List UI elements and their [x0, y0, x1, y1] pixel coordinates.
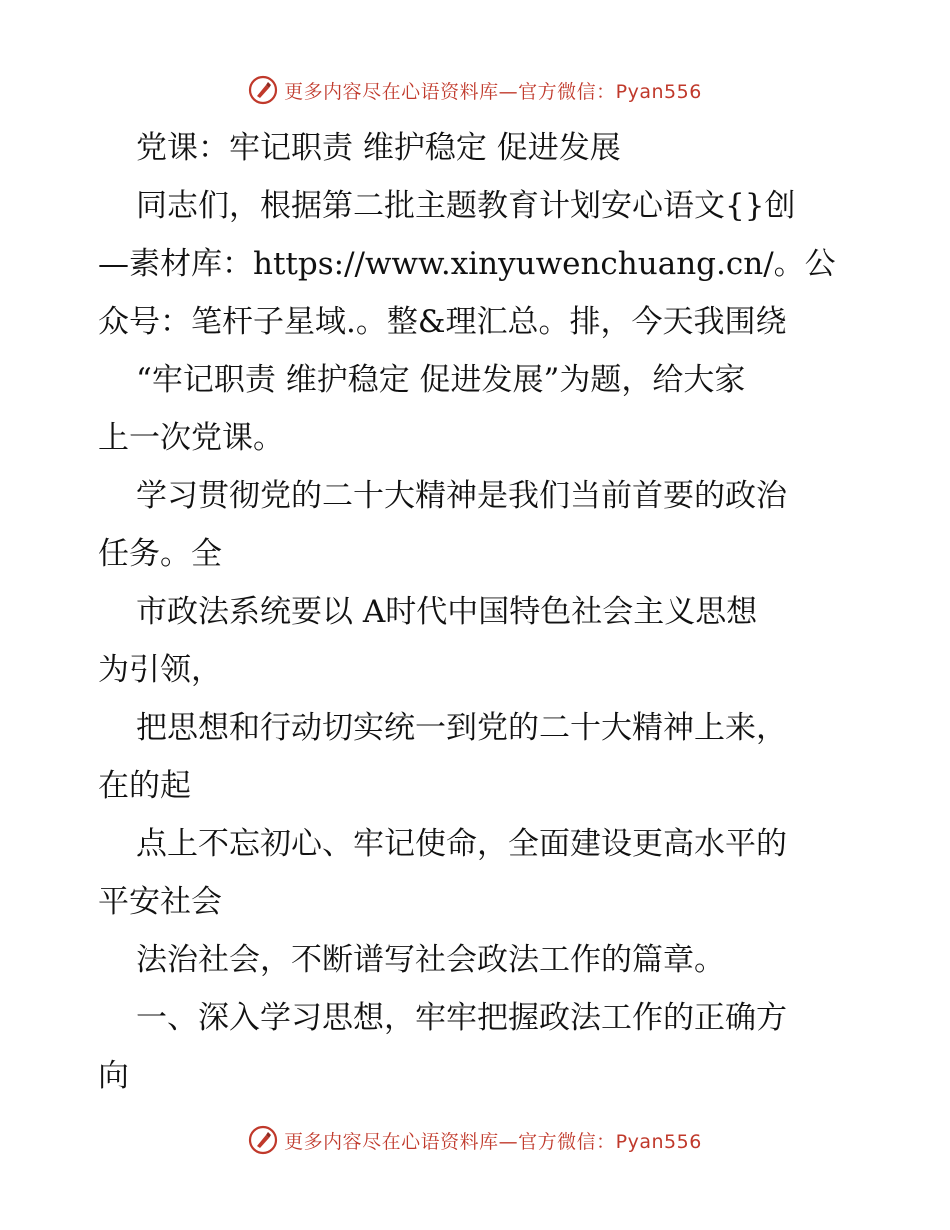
text-line: —素材库：https://www.xinyuwenchuang.cn/。公 [98, 246, 836, 282]
text-line: 任务。全 [98, 536, 222, 572]
text-line: 为引领， [98, 652, 222, 688]
text-line: 学习贯彻党的二十大精神是我们当前首要的政治 [136, 478, 787, 514]
text-line: 平安社会 [98, 884, 222, 920]
text-line: “牢记职责 维护稳定 促进发展”为题，给大家 [136, 362, 746, 398]
text-line: 法治社会，不断谱写社会政法工作的篇章。 [136, 942, 725, 978]
text-line: 一、深入学习思想，牢牢把握政法工作的正确方 [136, 1000, 787, 1036]
header-watermark [0, 70, 950, 110]
text-line: 点上不忘初心、牢记使命，全面建设更高水平的 [136, 826, 787, 862]
footer-watermark [0, 1120, 950, 1160]
watermark-text: 更多内容尽在心语资料库—官方微信：Pyan556 [284, 80, 702, 103]
text-line: 同志们，根据第二批主题教育计划安心语文{}创 [136, 188, 796, 224]
text-line: 向 [98, 1058, 129, 1094]
watermark-text: 更多内容尽在心语资料库—官方微信：Pyan556 [284, 1130, 702, 1153]
text-line: 市政法系统要以 A时代中国特色社会主义思想 [136, 594, 758, 630]
pen-logo-icon [248, 75, 278, 105]
text-line: 党课：牢记职责 维护稳定 促进发展 [136, 130, 621, 166]
text-line: 在的起 [98, 768, 191, 804]
text-line: 上一次党课。 [98, 420, 284, 456]
text-line: 把思想和行动切实统一到党的二十大精神上来， [136, 710, 787, 746]
document-body [98, 119, 858, 1105]
pen-logo-icon [248, 1125, 278, 1155]
text-line: 众号：笔杆子星域.。整&理汇总。排，今天我围绕 [98, 304, 787, 340]
